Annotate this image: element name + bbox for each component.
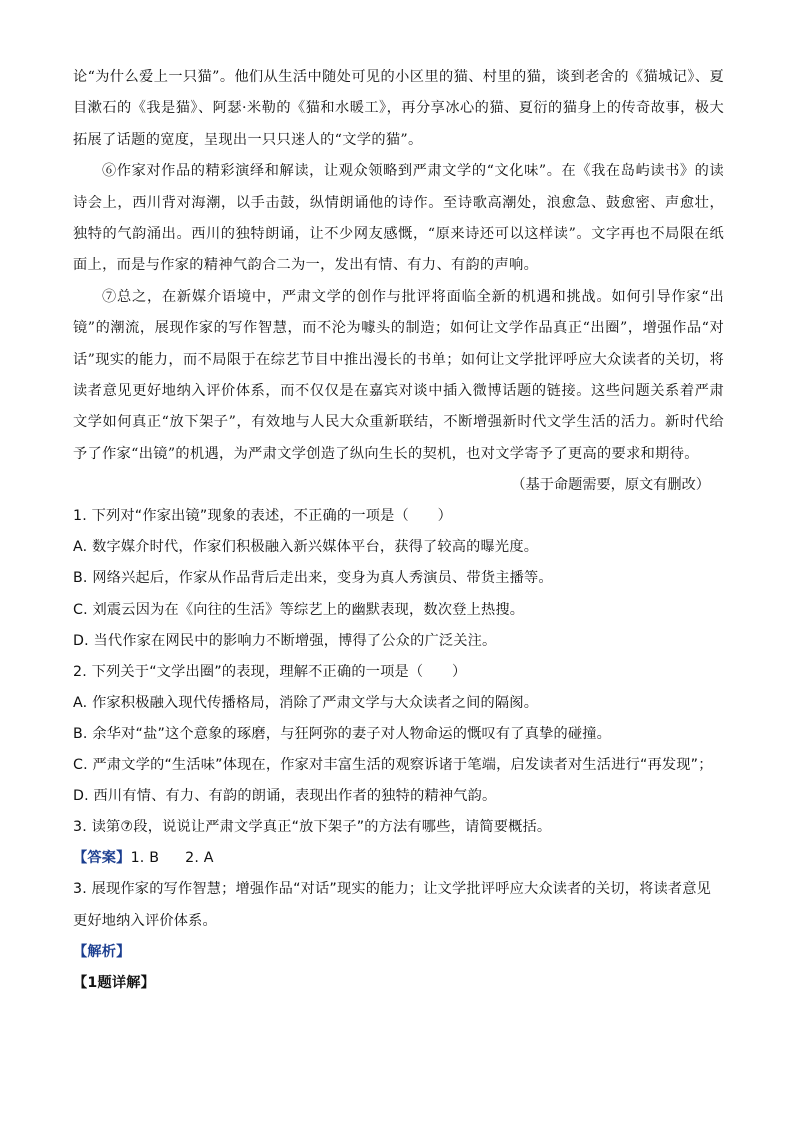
answer-line: [73, 843, 724, 874]
answer-2: 2. A: [185, 850, 214, 867]
analysis-detail-1-label: 【1题详解】: [73, 974, 156, 991]
question-1-option-b: B. 网络兴起后，作家从作品背后走出来，变身为真人秀演员、带货主播等。: [73, 570, 553, 587]
passage-paragraph-6: ⑥作家对作品的精彩演绎和解读，让观众领略到严肃文学的“文化味”。在《我在岛屿读书》的读诗会上，西川背对海潮，以手击鼓，纵情朗诵他的诗作。至诗歌高潮处，浪愈急、鼓愈密、声愈壮，独特的气韵涌出。西川的独特朗诵，让不少网友感慨，“原来诗还可以这样读”。文字再也不局限在纸面上，而是与作家的精神气韵合二为一，发出有情、有力、有韵的声响。: [73, 163, 724, 274]
question-1-option-c: C. 刘震云因为在《向往的生活》等综艺上的幽默表现，数次登上热搜。: [73, 601, 525, 618]
analysis-tag: 【解析】: [73, 943, 131, 960]
answer-tag: 【答案】: [73, 850, 131, 867]
passage-paragraph-continued: 论“为什么爱上一只猫”。他们从生活中随处可见的小区里的猫、村里的猫，谈到老舍的《猫城记》、夏目漱石的《我是猫》、阿瑟·米勒的《猫和水暖工》，再分享冰心的猫、夏衍的猫身上的传奇故事，极大拓展了话题的宽度，呈现出一只只迷人的“文学的猫”。: [73, 69, 724, 148]
passage-paragraph-7: ⑦总之，在新媒介语境中，严肃文学的创作与批评将面临全新的机遇和挑战。如何引导作家“出镜”的潮流，展现作家的写作智慧，而不沦为噱头的制造；如何让文学作品真正“出圈”，增强作品“对话”现实的能力，而不局限于在综艺节目中推出漫长的书单；如何让文学批评呼应大众读者的关切，将读者意见更好地纳入评价体系，而不仅仅是在嘉宾对谈中插入微博话题的链接。这些问题关系着严肃文学如何真正“放下架子”，有效地与人民大众重新联结，不断增强新时代文学生活的活力。新时代给予了作家“出镜”的机遇，为严肃文学创造了纵向生长的契机，也对文学寄予了更高的要求和期待。: [73, 288, 724, 462]
question-1-option-a: A. 数字媒介时代，作家们积极融入新兴媒体平台，获得了较高的曝光度。: [73, 539, 539, 556]
question-2-option-a: A. 作家积极融入现代传播格局，消除了严肃文学与大众读者之间的隔阂。: [73, 694, 539, 711]
answer-1: 1. B: [130, 850, 160, 867]
analysis-detail-1: [73, 968, 724, 999]
question-2-option-d: D. 西川有情、有力、有韵的朗诵，表现出作者的独特的精神气韵。: [73, 788, 497, 805]
analysis-line: [73, 937, 724, 968]
question-2-option-b: B. 余华对“盐”这个意象的琢磨，与狂阿弥的妻子对人物命运的慨叹有了真挚的碰撞。: [73, 725, 612, 742]
answer-3: 3. 展现作家的写作智慧；增强作品“对话”现实的能力；让文学批评呼应大众读者的关切，将读者意见更好地纳入评价体系。: [73, 881, 712, 929]
question-2-stem: 2. 下列关于“文学出圈”的表现，理解不正确的一项是（ ）: [73, 663, 467, 680]
question-2-option-c: C. 严肃文学的“生活味”体现在，作家对丰富生活的观察诉诸于笔端，启发读者对生活进行“再发现”；: [73, 757, 713, 774]
passage-source-note: （基于命题需要，原文有删改）: [511, 477, 710, 494]
question-1-stem: 1. 下列对“作家出镜”现象的表述，不正确的一项是（ ）: [73, 508, 453, 525]
question-1-option-d: D. 当代作家在网民中的影响力不断增强，博得了公众的广泛关注。: [73, 632, 497, 649]
question-3-stem: 3. 读第⑦段，说说让严肃文学真正“放下架子”的方法有哪些，请简要概括。: [73, 819, 552, 836]
